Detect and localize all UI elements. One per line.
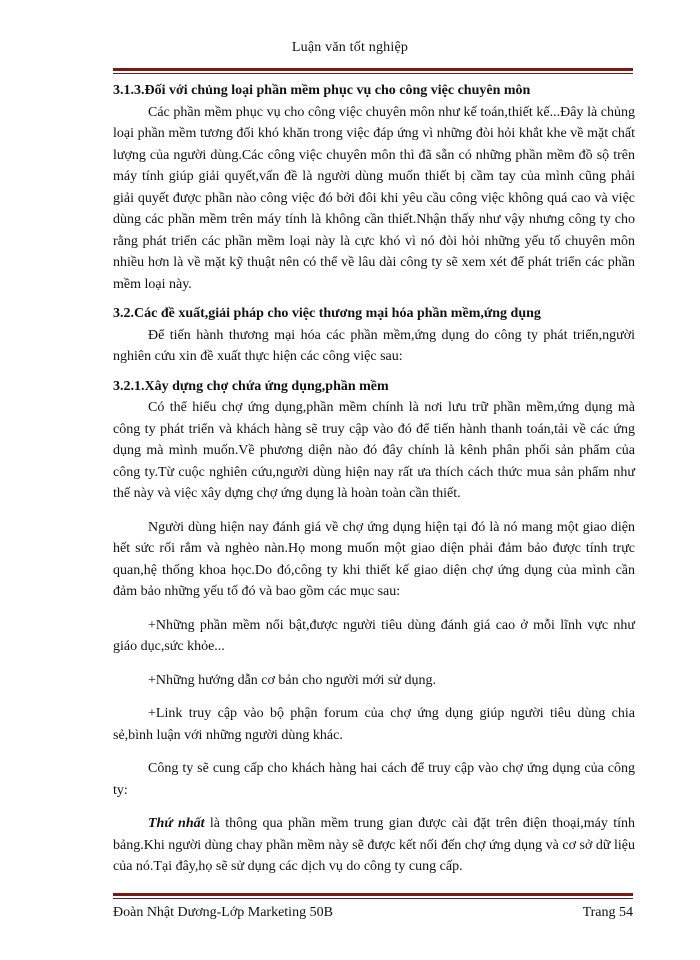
bullet-forum-link: +Link truy cập vào bộ phận forum của chợ ứng dụng giúp người tiêu dùng chia sẻ,bình luận với những người dùng khác. <box>113 706 635 743</box>
paragraph-access-methods: Công ty sẽ cung cấp cho khách hàng hai cách để truy cập vào chợ ứng dụng của công ty: <box>113 761 635 798</box>
page-footer <box>113 905 633 921</box>
page-number: Trang 54 <box>582 905 633 920</box>
footer-author: Đoàn Nhật Dương-Lớp Marketing 50B <box>113 905 333 920</box>
document-body <box>113 80 635 878</box>
first-method-text: là thông qua phần mềm trung gian được cài đặt trên điện thoại,máy tính bảng.Khi người dùng chay phần mềm này sẽ được kết nối đến chợ ứng dụng và cơ sở dữ liệu của nó.Tại đây,họ sẽ sử dụng các dịch vụ do công ty cung cấp. <box>113 816 635 874</box>
paragraph-3-1-3: Các phần mềm phục vụ cho công việc chuyên môn như kế toán,thiết kế...Đây là chủng loại phần mềm tương đối khó khăn trong việc đáp ứng vì những đòi hỏi khắt khe về mặt chất lượng của người dùng.Các công việc chuyên môn thì đã sẵn có những phần mềm đồ sộ trên máy tính giúp giải quyết,vấn đề là người dùng muốn thiết bị cầm tay của mình cũng phải giải quyết được phần nào công việc đó bởi đôi khi yêu cầu công việc không quá cao và việc dùng các phần mềm trên máy tính là không cần thiết.Nhận thấy như vậy nhưng công ty cho rằng phát triển các phần mềm loại này là cực khó vì nó đòi hỏi những yếu tố chuyên môn nhiều hơn là về mặt kỹ thuật nên có thể về lâu dài công ty sẽ xem xét để phát triển các phần mềm loại này. <box>113 104 635 292</box>
paragraph-first-method <box>113 813 635 878</box>
header-divider <box>113 68 633 74</box>
paragraph-3-2-1-a: Có thể hiểu chợ ứng dụng,phần mềm chính là nơi lưu trữ phần mềm,ứng dụng mà công ty phát triển và khách hàng sẽ truy cập vào đó để tiến hành thanh toán,tải về các ứng dụng mà mình muốn.Về phương diện nào đó đây chính là kênh phân phối sản phẩm của công ty.Từ cuộc nghiên cứu,người dùng hiện nay rất ưa thích cách thức mua sản phẩm như thế này và việc xây dựng chợ ứng dụng là hoàn toàn cần thiết. <box>113 400 635 501</box>
bullet-beginner-guide: +Những hướng dẫn cơ bản cho người mới sử dụng. <box>148 672 436 688</box>
section-heading-3-2: 3.2.Các đề xuất,giải pháp cho việc thương mại hóa phần mềm,ứng dụng <box>113 306 541 321</box>
section-heading-3-2-1: 3.2.1.Xây dựng chợ chứa ứng dụng,phần mềm <box>113 378 389 394</box>
first-method-label: Thứ nhất <box>148 816 205 831</box>
bullet-featured-software: +Những phần mềm nổi bật,được người tiêu dùng đánh giá cao ở mỗi lĩnh vực như giáo dục,sức khỏe... <box>113 617 635 654</box>
page-header-title: Luận văn tốt nghiệp <box>291 40 409 55</box>
section-heading-3-1-3: 3.1.3.Đối với chủng loại phần mềm phục vụ cho công việc chuyên môn <box>113 83 531 98</box>
paragraph-3-2-1-b: Người dùng hiện nay đánh giá về chợ ứng dụng hiện tại đó là nó mang một giao diện hết sức rối rắm và nghèo nàn.Họ mong muốn một giao diện phải đảm bảo được tính trực quan,hệ thống khoa học.Do đó,công ty khi thiết kế giao diện chợ ứng dụng của mình cần đảm bảo những yếu tố đó và bao gồm các mục sau: <box>113 519 635 599</box>
paragraph-3-2: Để tiến hành thương mại hóa các phần mềm,ứng dụng do công ty phát triển,người nghiên cứu xin đề xuất thực hiện các công việc sau: <box>113 327 635 364</box>
footer-divider <box>113 893 633 899</box>
